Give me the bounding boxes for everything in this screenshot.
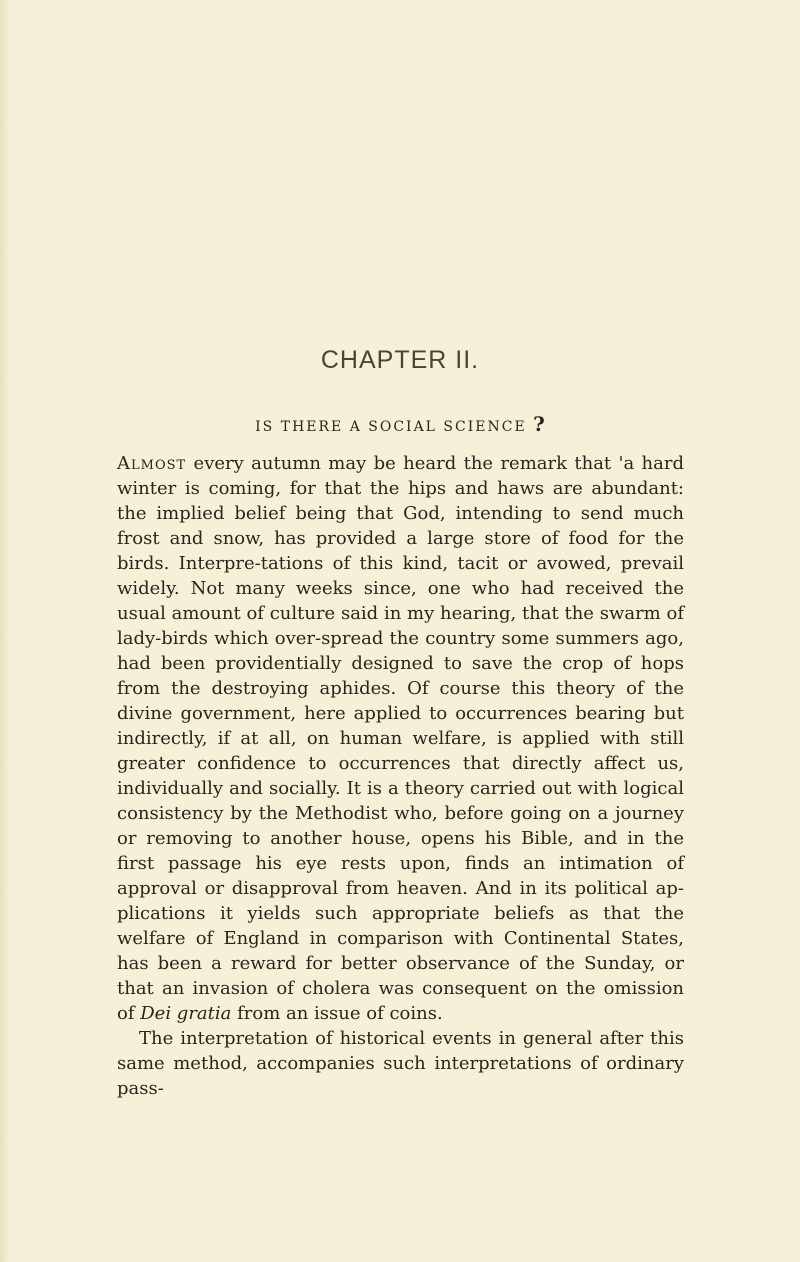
chapter-subtitle-text: IS THERE A SOCIAL SCIENCE bbox=[255, 419, 527, 435]
latin-phrase: Dei gratia bbox=[140, 1003, 232, 1024]
page-edge bbox=[0, 0, 10, 1262]
paragraph-2: The interpretation of historical events in general after this same method, accompanies such interpretations of ordinary pass- bbox=[117, 1028, 684, 1099]
paragraph-1-text-b: from an issue of coins. bbox=[231, 1003, 443, 1024]
chapter-subtitle bbox=[0, 412, 800, 436]
chapter-subtitle-question-mark: ? bbox=[533, 412, 545, 436]
paragraph-1-text-a: every autumn may be heard the remark that 'a hard winter is coming, for that the hips and haws are abundant: the implied belief being that God, intending to send much frost and snow, has provided a large store of food for the birds. Interpre-tations of this kind, tacit or avowed, prevail widely. Not many weeks since, one who had received the usual amount of culture said in my hearing, that the swarm of lady-birds which over-spread the country some summers ago, had been providentially designed to save the crop of hops from the destroying aphides. Of course this theory of the divine government, here applied to occurrences bearing but indirectly, if at all, on human welfare, is applied with still greater confidence to occurrences that directly affect us, individually and socially. It is a theory carried out with logical consistency by the Methodist who, before going on a journey or removing to another house, opens his Bible, and in the first passage his eye rests upon, finds an intimation of approval or disapproval from heaven. And in its political ap-plications it yields such appropriate beliefs as that the welfare of England in comparison with Continental States, has been a reward for better observance of the Sunday, or that an invasion of cholera was consequent on the omission of bbox=[117, 453, 684, 1024]
body-text bbox=[117, 451, 684, 1101]
chapter-heading: CHAPTER II. bbox=[320, 346, 480, 374]
lead-word: Almost bbox=[117, 453, 187, 474]
paragraph-1 bbox=[117, 451, 684, 1026]
